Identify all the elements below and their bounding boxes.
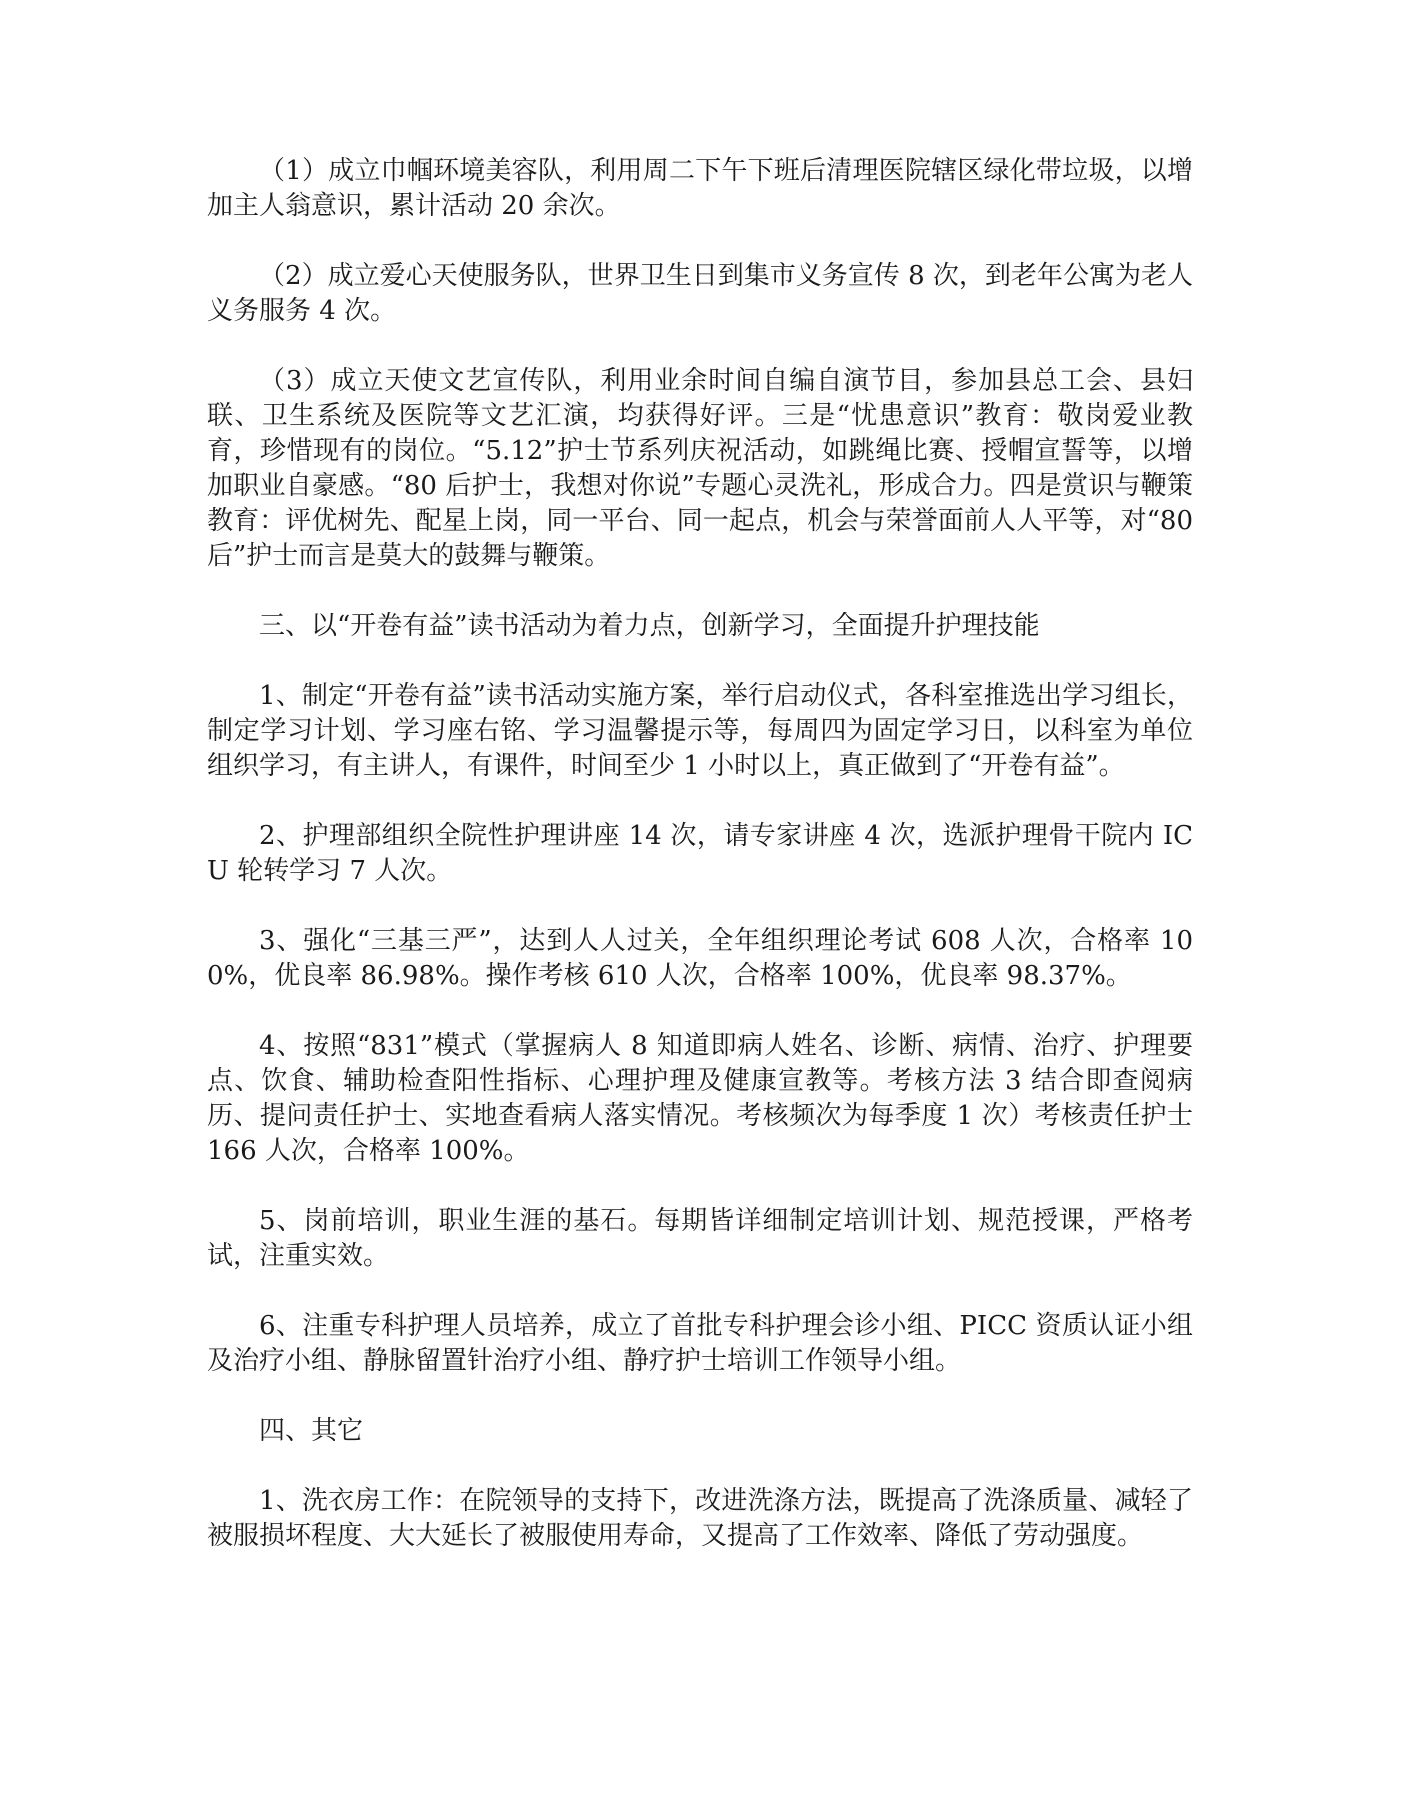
paragraph-activity-3: （3）成立天使文艺宣传队，利用业余时间自编自演节目，参加县总工会、县妇联、卫生系统及医院等文艺汇演，均获得好评。三是“忧患意识”教育：敬岗爱业教育，珍惜现有的岗位。“5.12”护士节系列庆祝活动，如跳绳比赛、授帽宣誓等，以增加职业自豪感。“80 后护士，我想对你说”专题心灵洗礼，形成合力。四是赏识与鞭策教育：评优树先、配星上岗，同一平台、同一起点，机会与荣誉面前人人平等，对“80 后”护士而言是莫大的鼓舞与鞭策。 <box>207 366 1193 571</box>
paragraph-item-2: 2、护理部组织全院性护理讲座 14 次，请专家讲座 4 次，选派护理骨干院内 ICU 轮转学习 7 人次。 <box>207 821 1193 886</box>
paragraph-activity-2: （2）成立爱心天使服务队，世界卫生日到集市义务宣传 8 次，到老年公寓为老人义务服务 4 次。 <box>207 261 1193 326</box>
paragraph-item-4: 4、按照“831”模式（掌握病人 8 知道即病人姓名、诊断、病情、治疗、护理要点、饮食、辅助检查阳性指标、心理护理及健康宣教等。考核方法 3 结合即查阅病历、提问责任护士、实地查看病人落实情况。考核频次为每季度 1 次）考核责任护士 166 人次，合格率 100%。 <box>207 1031 1193 1166</box>
paragraph-item-3: 3、强化“三基三严”，达到人人过关，全年组织理论考试 608 人次，合格率 100%，优良率 86.98%。操作考核 610 人次，合格率 100%，优良率 98.37%。 <box>207 926 1193 991</box>
document-body <box>207 154 1193 1589</box>
paragraph-activity-1: （1）成立巾帼环境美容队，利用周二下午下班后清理医院辖区绿化带垃圾，以增加主人翁意识，累计活动 20 余次。 <box>207 156 1193 221</box>
section-heading-4: 四、其它 <box>259 1416 364 1446</box>
paragraph-item-5: 5、岗前培训，职业生涯的基石。每期皆详细制定培训计划、规范授课，严格考试，注重实效。 <box>207 1206 1193 1271</box>
paragraph-laundry: 1、洗衣房工作：在院领导的支持下，改进洗涤方法，既提高了洗涤质量、减轻了被服损坏程度、大大延长了被服使用寿命，又提高了工作效率、降低了劳动强度。 <box>207 1486 1193 1551</box>
section-heading-3: 三、以“开卷有益”读书活动为着力点，创新学习，全面提升护理技能 <box>259 611 1040 641</box>
paragraph-item-1: 1、制定“开卷有益”读书活动实施方案，举行启动仪式，各科室推选出学习组长，制定学习计划、学习座右铭、学习温馨提示等，每周四为固定学习日，以科室为单位组织学习，有主讲人，有课件，时间至少 1 小时以上，真正做到了“开卷有益”。 <box>207 681 1193 781</box>
paragraph-item-6: 6、注重专科护理人员培养，成立了首批专科护理会诊小组、PICC 资质认证小组及治疗小组、静脉留置针治疗小组、静疗护士培训工作领导小组。 <box>207 1311 1193 1376</box>
